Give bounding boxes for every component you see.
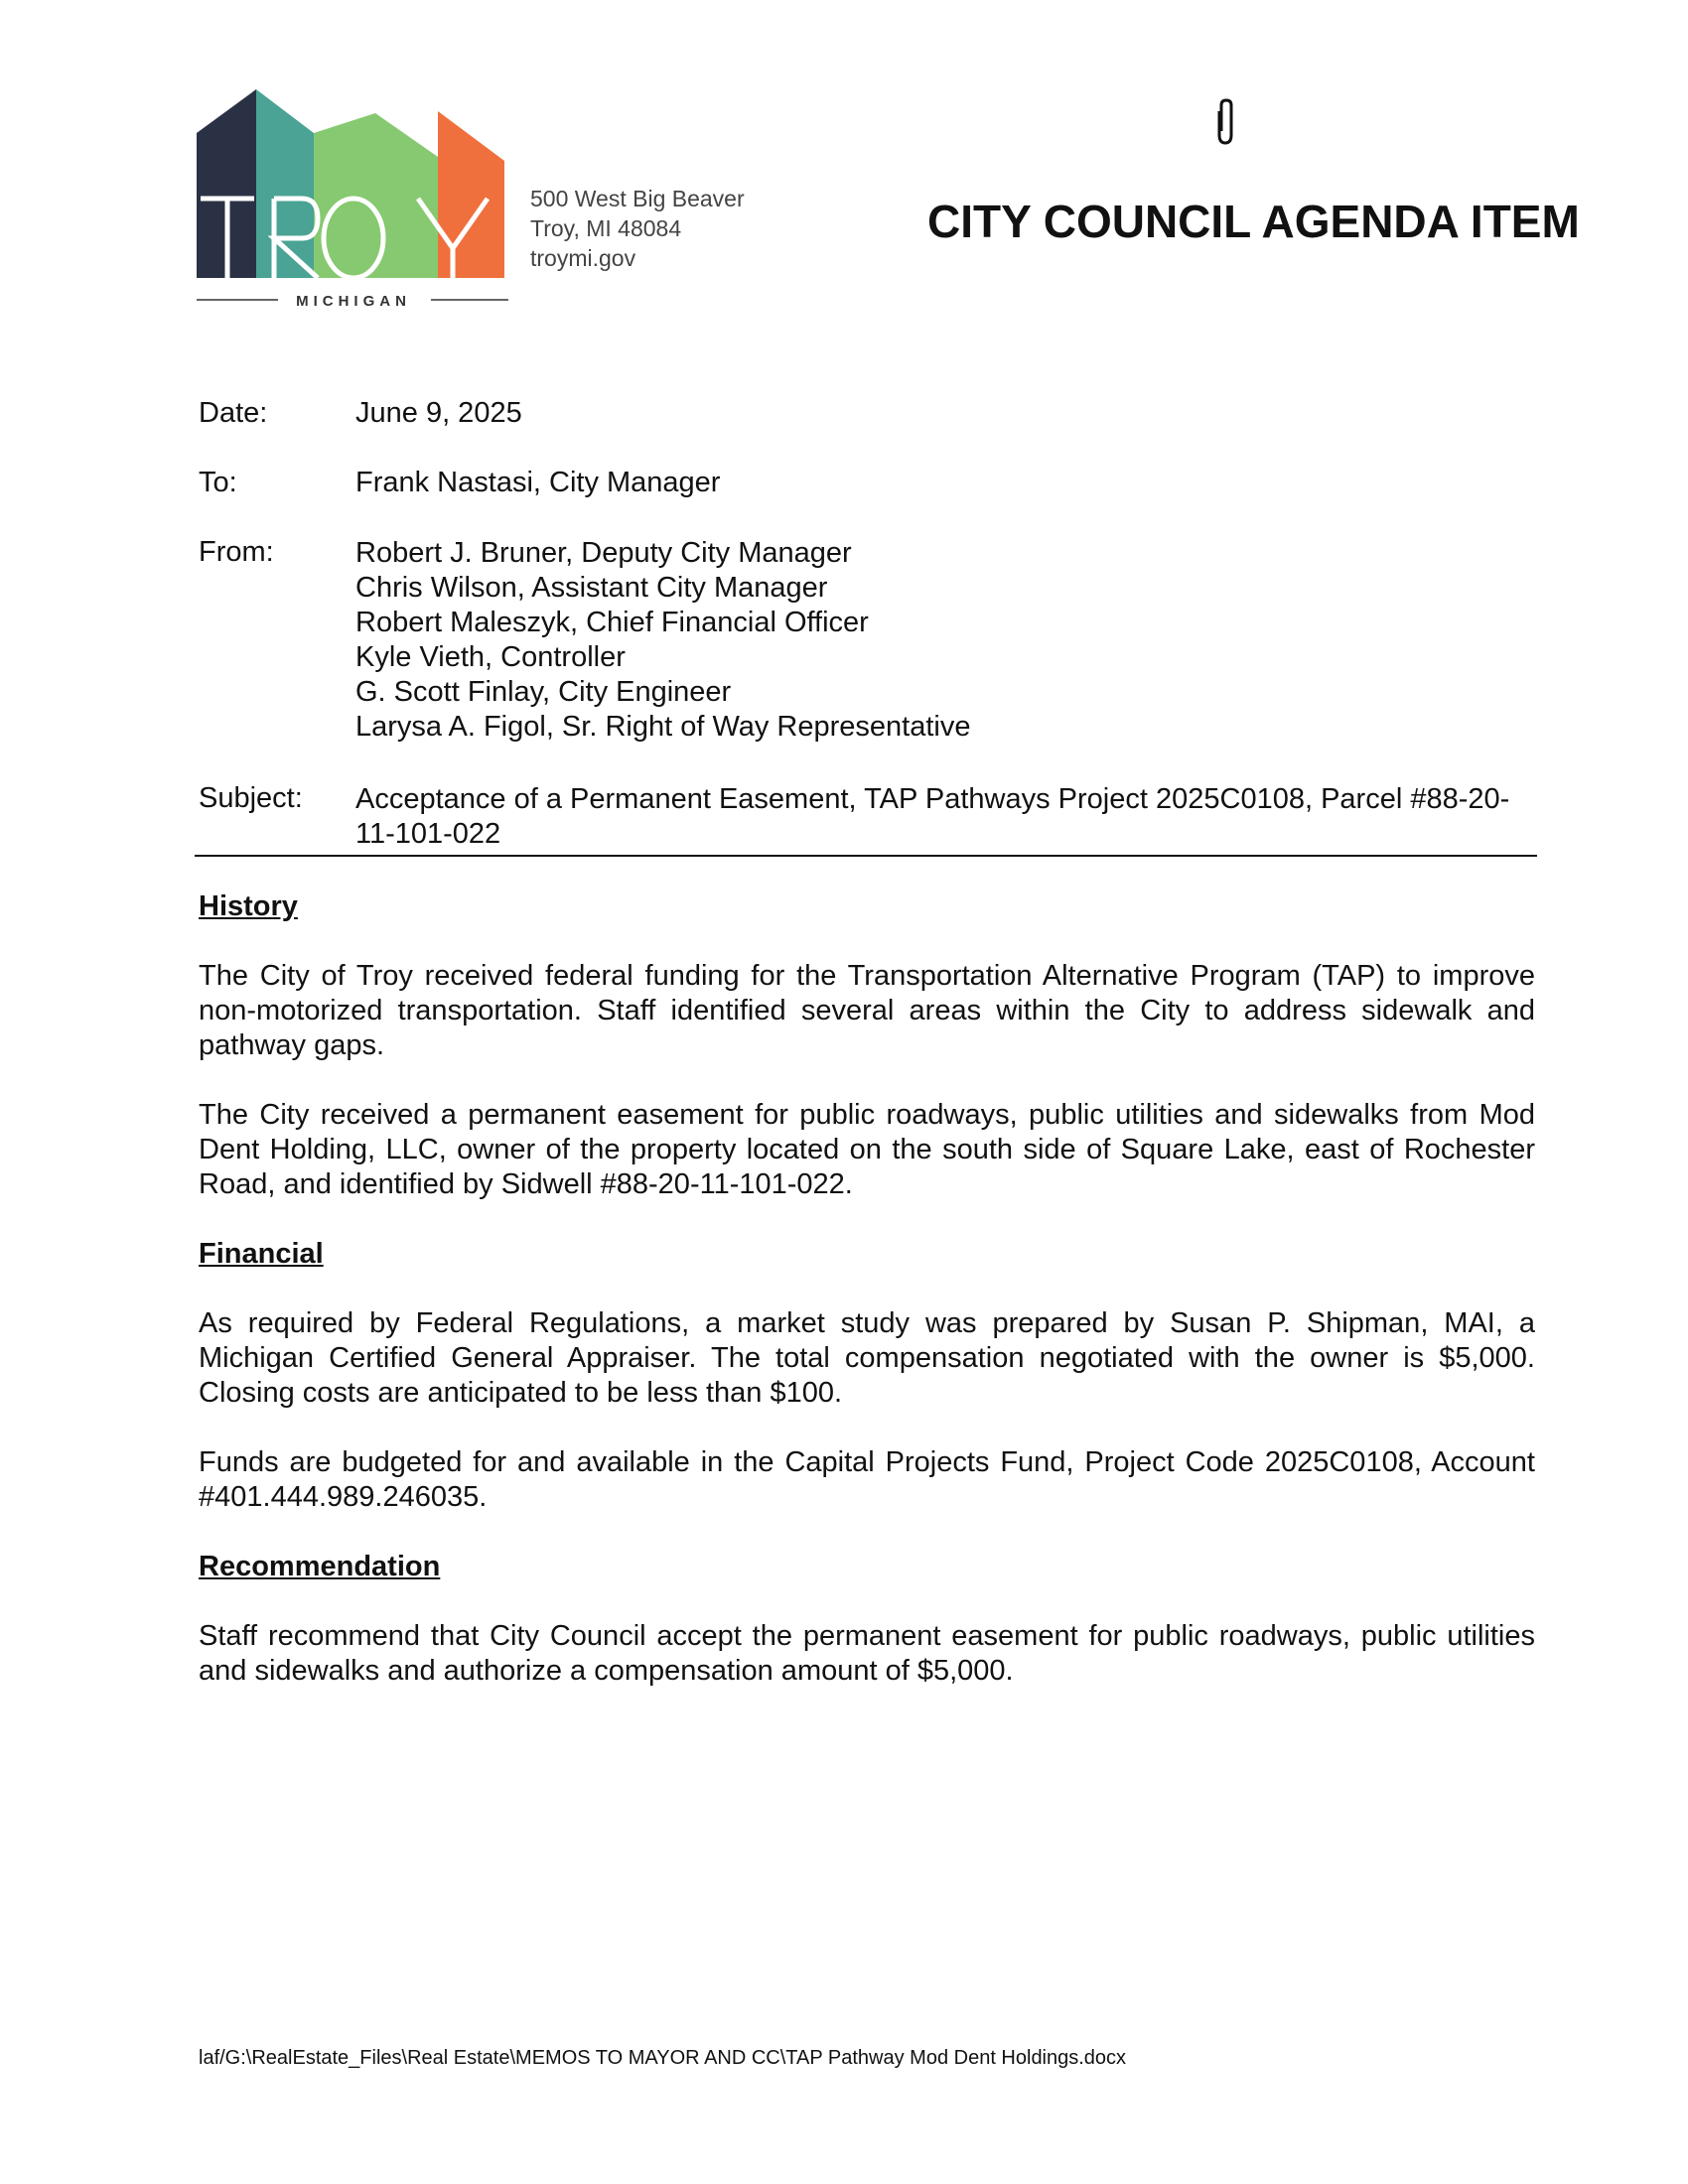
from-row (199, 536, 970, 745)
from-item: G. Scott Finlay, City Engineer (355, 676, 732, 708)
history-paragraph-1: The City of Troy received federal funding for the Transportation Alternative Program (TAP) to improve non-motorized transportation. Staff identified several areas within the City to address sidewalk and pathway gaps. (199, 960, 1535, 1061)
financial-heading: Financial (199, 1238, 324, 1270)
subject-label: Subject: (199, 782, 303, 814)
city-address (530, 184, 745, 273)
recommendation-paragraph: Staff recommend that City Council accept the permanent easement for public roadways, public utilities and sidewalks and authorize a compensation amount of $5,000. (199, 1620, 1535, 1687)
page-title: CITY COUNCIL AGENDA ITEM (927, 196, 1580, 247)
subject-value: Acceptance of a Permanent Easement, TAP Pathways Project 2025C0108, Parcel #88-20-11-101-022 (355, 783, 1510, 850)
financial-paragraph-2: Funds are budgeted for and available in the Capital Projects Fund, Project Code 2025C0108, Account #401.444.989.246035. (199, 1446, 1535, 1513)
address-website: troymi.gov (530, 245, 636, 271)
history-heading: History (199, 890, 298, 922)
from-item: Chris Wilson, Assistant City Manager (355, 572, 828, 604)
from-item: Robert J. Bruner, Deputy City Manager (355, 537, 852, 569)
address-line-1: 500 West Big Beaver (530, 186, 745, 211)
memo-body (199, 889, 1535, 1689)
financial-paragraph-1: As required by Federal Regulations, a market study was prepared by Susan P. Shipman, MAI, a Michigan Certified General Appraiser. The total compensation negotiated with the owner is $5,000. Closing costs are anticipated to be less than $100. (199, 1307, 1535, 1409)
to-row (199, 467, 720, 499)
from-item: Robert Maleszyk, Chief Financial Officer (355, 607, 869, 638)
logo-subtitle: MICHIGAN (296, 293, 411, 310)
troy-logo (195, 89, 508, 310)
date-label: Date: (199, 397, 268, 429)
from-item: Larysa A. Figol, Sr. Right of Way Representative (355, 711, 971, 743)
date-value: June 9, 2025 (355, 397, 522, 429)
date-row (199, 397, 522, 430)
file-path-footer: laf/G:\RealEstate_Files\Real Estate\MEMOS TO MAYOR AND CC\TAP Pathway Mod Dent Holdings.docx (199, 2047, 1127, 2069)
subject-row (199, 782, 1535, 852)
recommendation-heading: Recommendation (199, 1551, 441, 1582)
to-label: To: (199, 467, 237, 498)
history-paragraph-2: The City received a permanent easement for public roadways, public utilities and sidewalks from Mod Dent Holding, LLC, owner of the property located on the south side of Square Lake, east of Rochester Road, and identified by Sidwell #88-20-11-101-022. (199, 1099, 1535, 1200)
address-line-2: Troy, MI 48084 (530, 215, 682, 241)
paperclip-icon[interactable] (1211, 97, 1237, 147)
from-label: From: (199, 536, 274, 568)
from-item: Kyle Vieth, Controller (355, 641, 626, 673)
header-divider (195, 855, 1537, 857)
to-value: Frank Nastasi, City Manager (355, 467, 721, 498)
from-list (355, 536, 970, 745)
